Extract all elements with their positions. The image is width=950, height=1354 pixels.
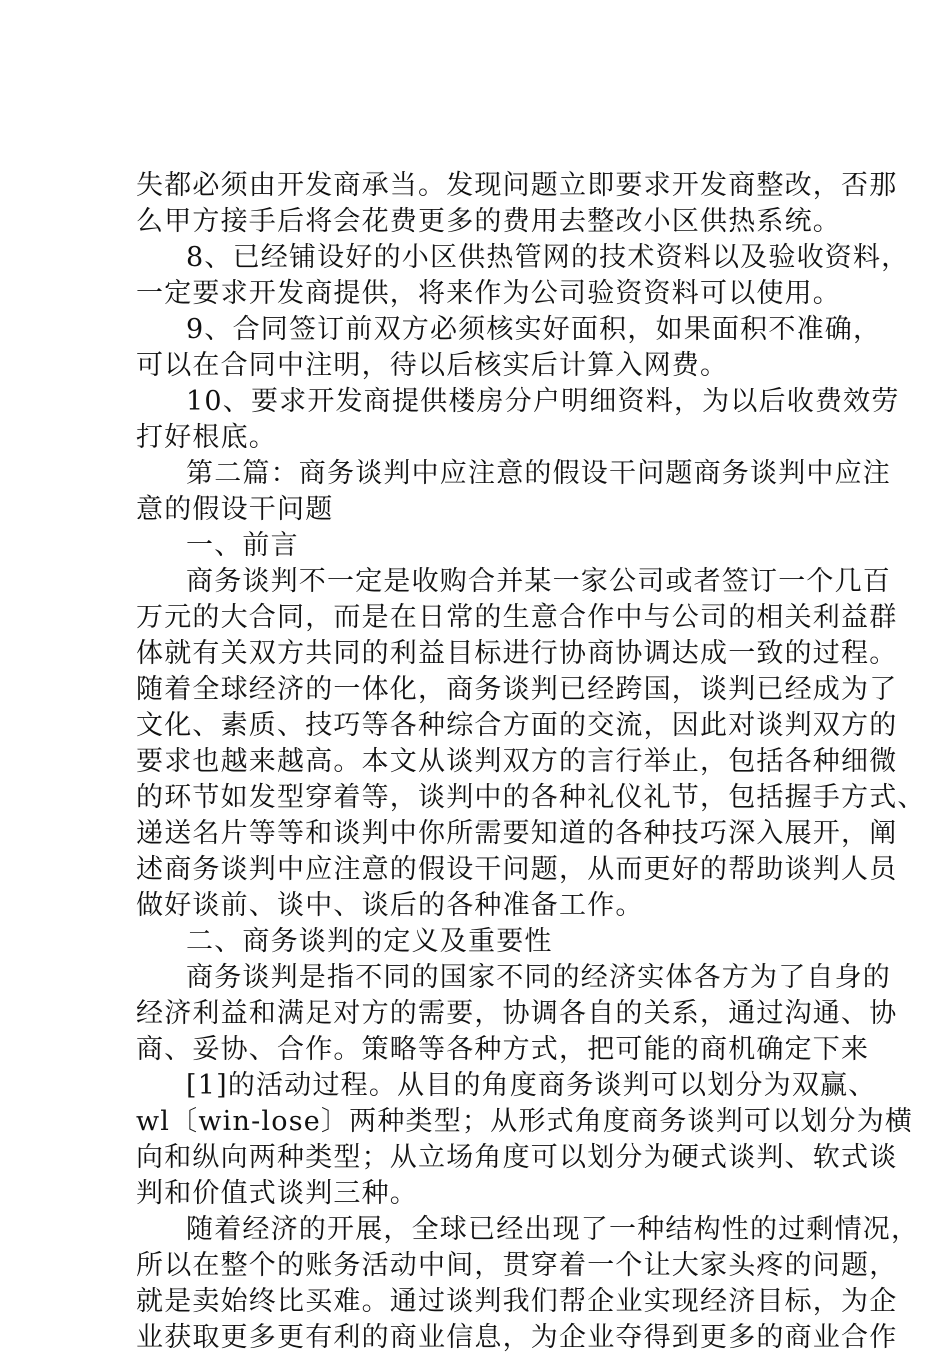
text-line: 商务谈判不一定是收购合并某一家公司或者签订一个几百 bbox=[186, 566, 891, 597]
text-line: 失都必须由开发商承当。发现问题立即要求开发商整改，否那 bbox=[136, 170, 898, 201]
text-line: 做好谈前、谈中、谈后的各种准备工作。 bbox=[136, 890, 644, 921]
text-line: 打好根底。 bbox=[136, 422, 277, 453]
section-heading: 意的假设干问题 bbox=[136, 494, 334, 525]
text-line: [1]的活动过程。从目的角度商务谈判可以划分为双赢、 bbox=[186, 1070, 877, 1101]
text-line: 判和价值式谈判三种。 bbox=[136, 1178, 418, 1209]
text-line: 商务谈判是指不同的国家不同的经济实体各方为了自身的 bbox=[186, 962, 891, 993]
text-line: 文化、素质、技巧等各种综合方面的交流，因此对谈判双方的 bbox=[136, 710, 898, 741]
section-heading: 第二篇：商务谈判中应注意的假设干问题商务谈判中应注 bbox=[186, 458, 891, 489]
text-line: 么甲方接手后将会花费更多的费用去整改小区供热系统。 bbox=[136, 206, 841, 237]
text-line: 8、已经铺设好的小区供热管网的技术资料以及验收资料， bbox=[186, 242, 910, 273]
text-line: 经济利益和满足对方的需要，协调各自的关系，通过沟通、协 bbox=[136, 998, 898, 1029]
text-line: 递送名片等等和谈判中你所需要知道的各种技巧深入展开，阐 bbox=[136, 818, 898, 849]
text-line: 万元的大合同，而是在日常的生意合作中与公司的相关利益群 bbox=[136, 602, 898, 633]
subsection-heading: 二、商务谈判的定义及重要性 bbox=[186, 926, 553, 957]
subsection-heading: 一、前言 bbox=[186, 530, 299, 561]
text-line: 业获取更多更有利的商业信息，为企业夺得到更多的商业合作 bbox=[136, 1322, 898, 1353]
text-line: 就是卖始终比买难。通过谈判我们帮企业实现经济目标，为企 bbox=[136, 1286, 898, 1317]
text-line: 要求也越来越高。本文从谈判双方的言行举止，包括各种细微 bbox=[136, 746, 898, 777]
text-line: 体就有关双方共同的利益目标进行协商协调达成一致的过程。 bbox=[136, 638, 898, 669]
text-line: 的环节如发型穿着等，谈判中的各种礼仪礼节，包括握手方式、 bbox=[136, 782, 926, 813]
text-line: wl〔win-lose〕两种类型；从形式角度商务谈判可以划分为横 bbox=[136, 1106, 914, 1137]
text-line: 一定要求开发商提供，将来作为公司验资资料可以使用。 bbox=[136, 278, 841, 309]
text-line: 9、合同签订前双方必须核实好面积，如果面积不准确， bbox=[186, 314, 882, 345]
text-line: 随着全球经济的一体化，商务谈判已经跨国，谈判已经成为了 bbox=[136, 674, 898, 705]
text-line: 商、妥协、合作。策略等各种方式，把可能的商机确定下来 bbox=[136, 1034, 870, 1065]
text-line: 10、要求开发商提供楼房分户明细资料，为以后收费效劳 bbox=[186, 386, 900, 417]
text-line: 向和纵向两种类型；从立场角度可以划分为硬式谈判、软式谈 bbox=[136, 1142, 898, 1173]
text-line: 述商务谈判中应注意的假设干问题，从而更好的帮助谈判人员 bbox=[136, 854, 898, 885]
text-line: 所以在整个的账务活动中间，贯穿着一个让大家头疼的问题， bbox=[136, 1250, 898, 1281]
text-line: 随着经济的开展，全球已经出现了一种结构性的过剩情况， bbox=[186, 1214, 920, 1245]
text-line: 可以在合同中注明，待以后核实后计算入网费。 bbox=[136, 350, 729, 381]
